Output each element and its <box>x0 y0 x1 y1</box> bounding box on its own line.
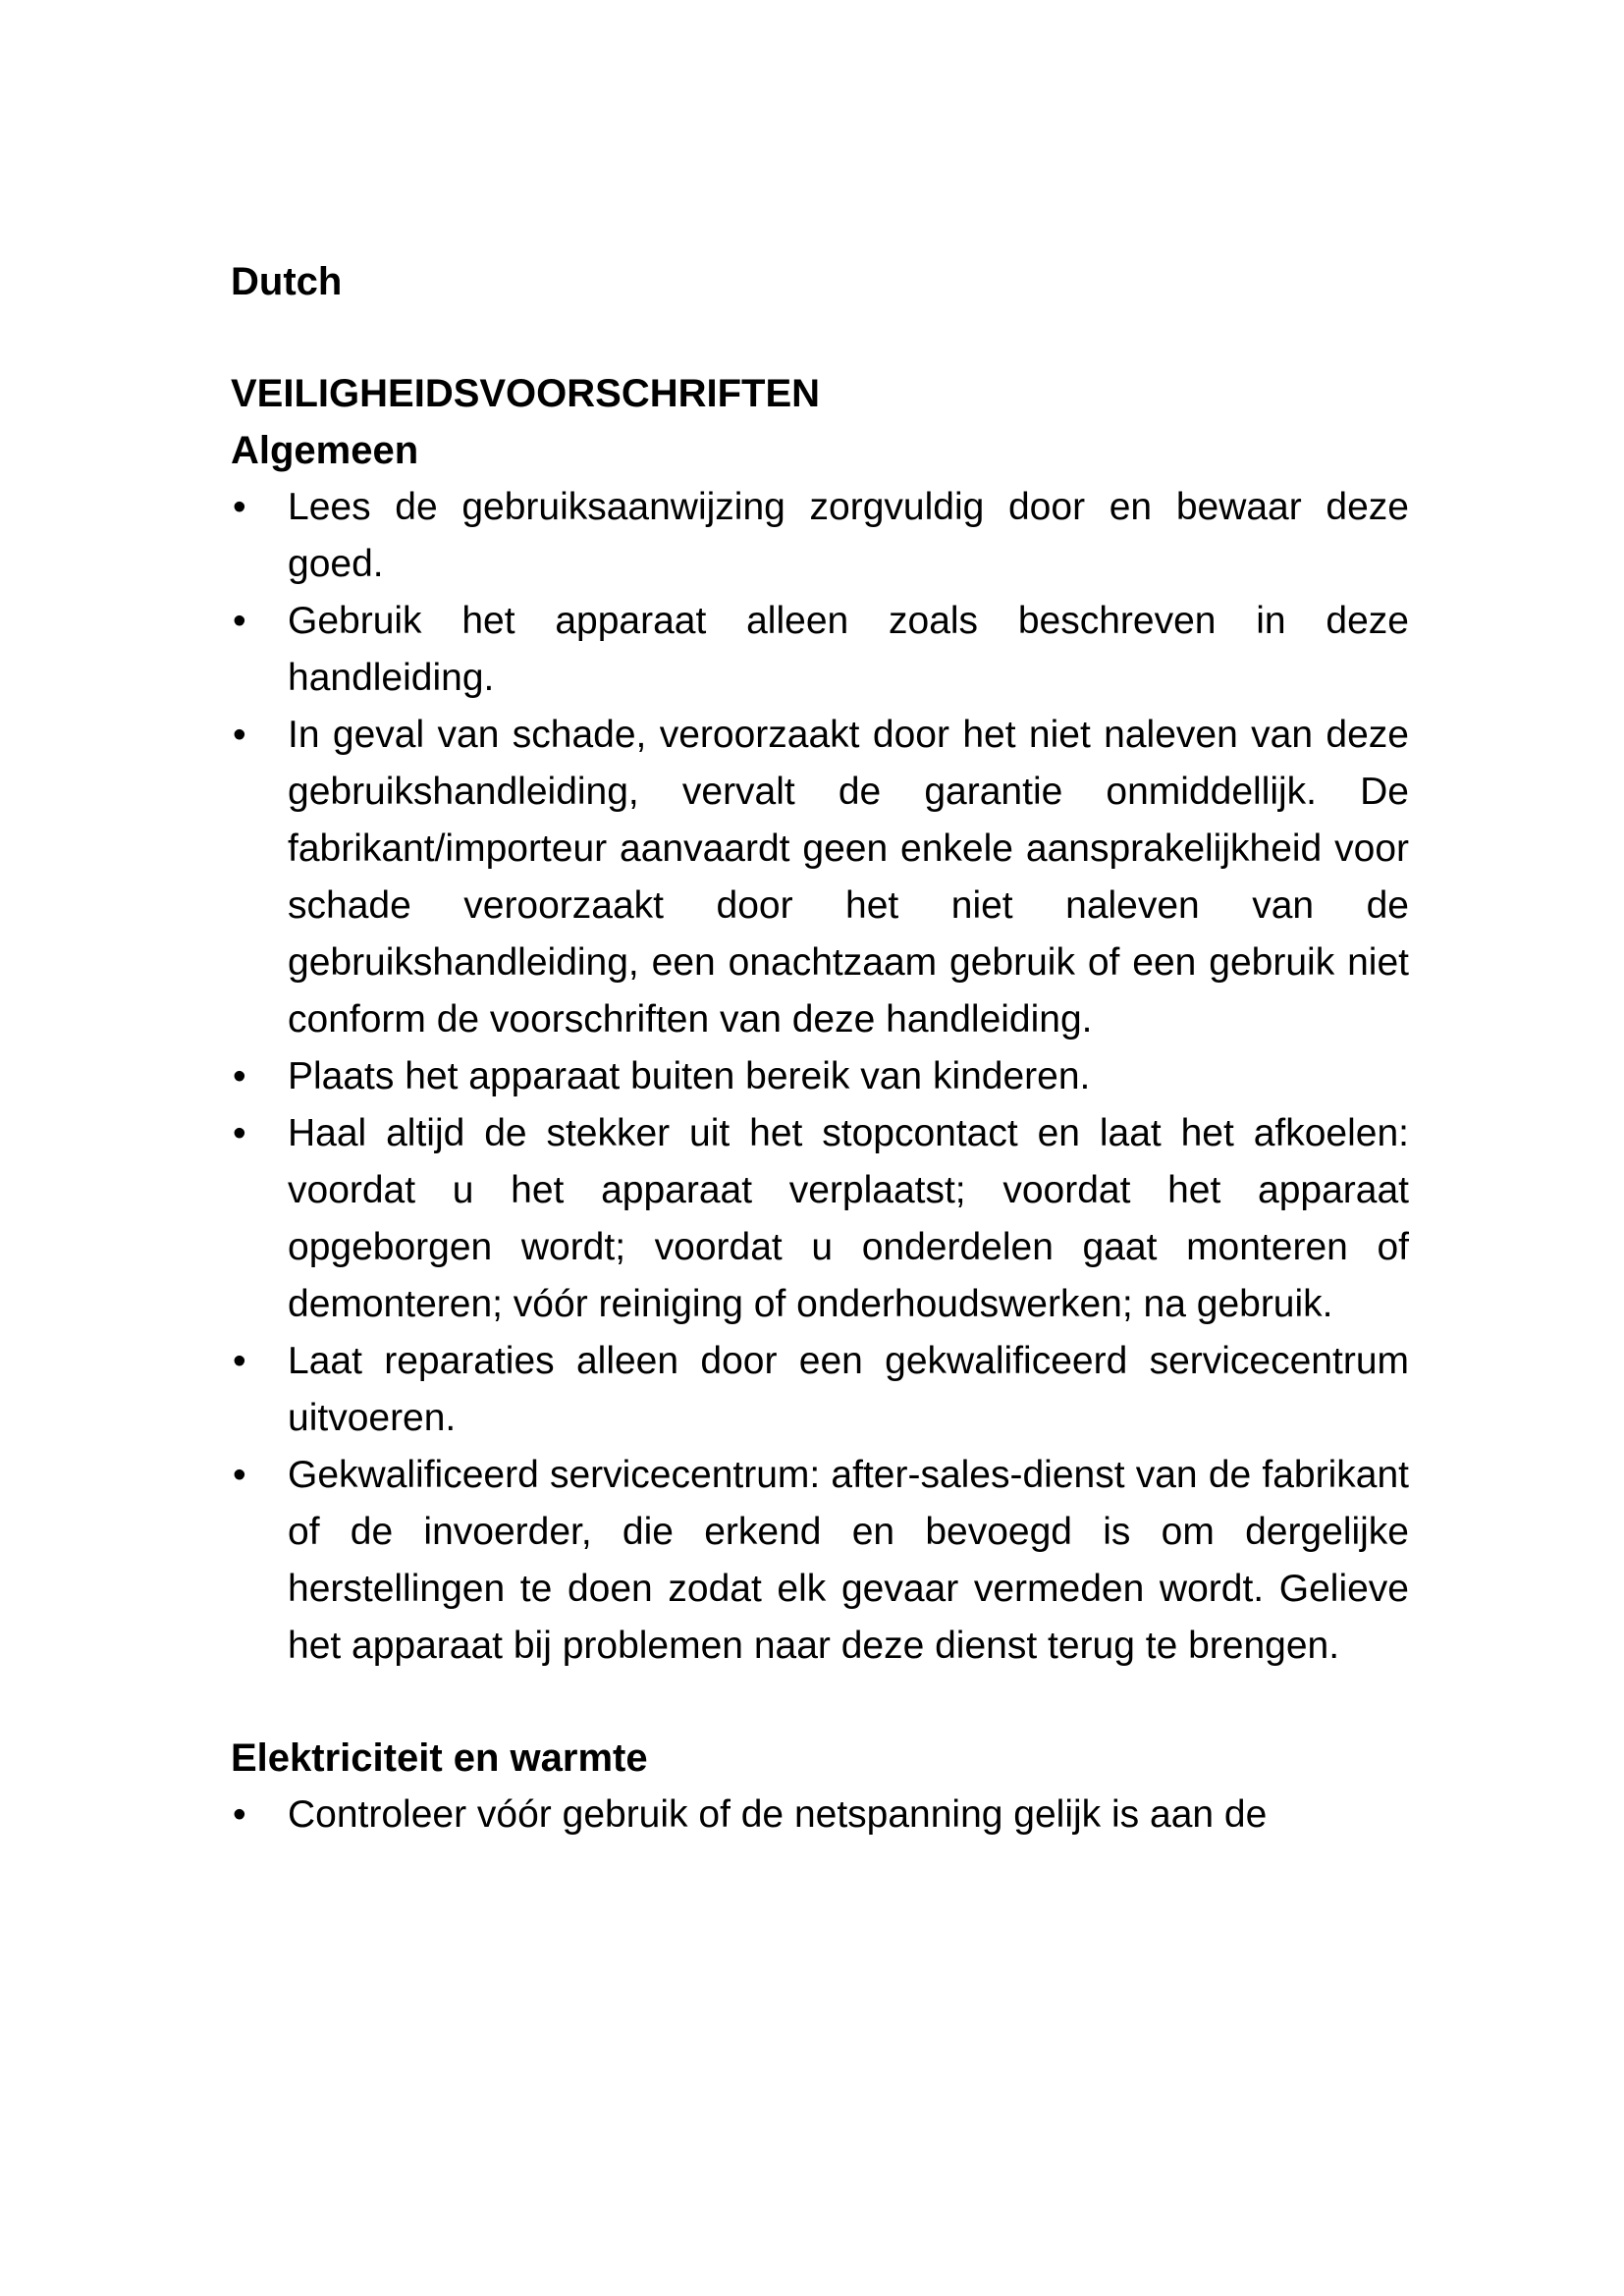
list-item-text: Gebruik het apparaat alleen zoals beschreven in deze handleiding. <box>288 600 1409 699</box>
bullet-icon: • <box>233 714 246 756</box>
list-item-text: Laat reparaties alleen door een gekwalificeerd servicecentrum uitvoeren. <box>288 1340 1409 1439</box>
section-title: VEILIGHEIDSVOORSCHRIFTEN <box>231 372 821 415</box>
bullet-icon: • <box>233 486 246 528</box>
bullet-icon: • <box>233 600 246 642</box>
document-page <box>231 253 1409 1843</box>
list-item <box>231 479 1409 593</box>
list-item <box>231 1447 1409 1675</box>
bullet-icon: • <box>233 1454 246 1496</box>
list-item <box>231 1048 1409 1105</box>
list-item-text: Haal altijd de stekker uit het stopcontact en laat het afkoelen: voordat u het apparaat verplaatst; voordat het apparaat opgeborgen wordt; voordat u onderdelen gaat monteren of demonteren; vóór reiniging of onderhoudswerken; na gebruik. <box>288 1112 1409 1325</box>
list-item-text: In geval van schade, veroorzaakt door het niet naleven van deze gebruikshandleiding, vervalt de garantie onmiddellijk. De fabrikant/importeur aanvaardt geen enkele aansprakelijkheid voor schade veroorzaakt door het niet naleven van de gebruikshandleiding, een onachtzaam gebruik of een gebruik niet conform de voorschriften van deze handleiding. <box>288 714 1409 1041</box>
bullet-list <box>231 479 1409 1675</box>
subsection-heading: Elektriciteit en warmte <box>231 1736 648 1780</box>
list-item <box>231 1787 1409 1843</box>
bullet-icon: • <box>233 1340 246 1382</box>
subsection-electricity <box>231 1730 1409 1843</box>
list-item <box>231 593 1409 707</box>
bullet-icon: • <box>233 1793 246 1836</box>
list-item <box>231 1333 1409 1447</box>
list-item-text: Controleer vóór gebruik of de netspanning gelijk is aan de <box>288 1793 1268 1836</box>
bullet-icon: • <box>233 1112 246 1154</box>
language-label: Dutch <box>231 260 343 303</box>
list-item <box>231 707 1409 1048</box>
list-item-text: Plaats het apparaat buiten bereik van kinderen. <box>288 1055 1091 1097</box>
subsection-heading: Algemeen <box>231 429 419 472</box>
bullet-list <box>231 1787 1409 1843</box>
bullet-icon: • <box>233 1055 246 1097</box>
list-item <box>231 1105 1409 1333</box>
list-item-text: Gekwalificeerd servicecentrum: after-sales-dienst van de fabrikant of de invoerder, die erkend en bevoegd is om dergelijke herstellingen te doen zodat elk gevaar vermeden wordt. Gelieve het apparaat bij problemen naar deze dienst terug te brengen. <box>288 1454 1409 1667</box>
list-item-text: Lees de gebruiksaanwijzing zorgvuldig door en bewaar deze goed. <box>288 486 1409 585</box>
subsection-general <box>231 422 1409 1675</box>
